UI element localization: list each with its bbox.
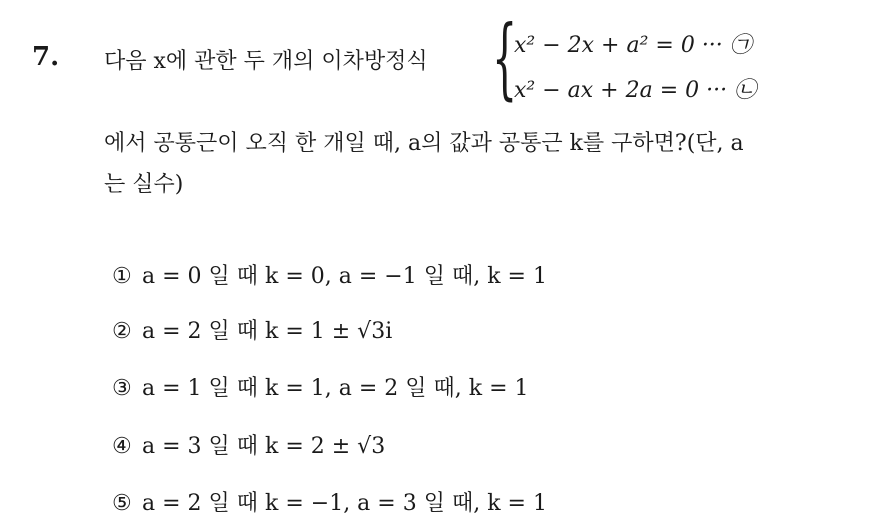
question-line-2: 에서 공통근이 오직 한 개일 때, a의 값과 공통근 k를 구하면?(단, a <box>104 131 744 156</box>
question-number: 7. <box>32 42 60 72</box>
question-line-3: 는 실수) <box>104 172 184 197</box>
choice-3-marker: ③ <box>112 376 132 401</box>
choice-2-marker: ② <box>112 319 132 344</box>
choice-1-marker: ① <box>112 264 132 289</box>
choice-3-text: a = 1 일 때 k = 1, a = 2 일 때, k = 1 <box>142 376 529 401</box>
choice-5-text: a = 2 일 때 k = −1, a = 3 일 때, k = 1 <box>142 491 547 516</box>
choice-5-marker: ⑤ <box>112 491 132 516</box>
choice-5[interactable] <box>112 486 547 517</box>
choice-2-text: a = 2 일 때 k = 1 ± √3i <box>142 319 393 344</box>
choice-3[interactable] <box>112 371 529 402</box>
choice-4-marker: ④ <box>112 434 132 459</box>
question-prompt: 다음 x에 관한 두 개의 이차방정식 <box>104 49 428 74</box>
system-brace: { <box>492 6 518 109</box>
equation-2: x² − ax + 2a = 0 ··· ㉡ <box>514 78 757 103</box>
choice-2[interactable] <box>112 314 392 345</box>
choice-4[interactable] <box>112 429 385 460</box>
choice-1-text: a = 0 일 때 k = 0, a = −1 일 때, k = 1 <box>142 264 547 289</box>
choice-1[interactable] <box>112 259 547 290</box>
choice-4-text: a = 3 일 때 k = 2 ± √3 <box>142 434 386 459</box>
equation-1: x² − 2x + a² = 0 ··· ㉠ <box>514 33 752 58</box>
